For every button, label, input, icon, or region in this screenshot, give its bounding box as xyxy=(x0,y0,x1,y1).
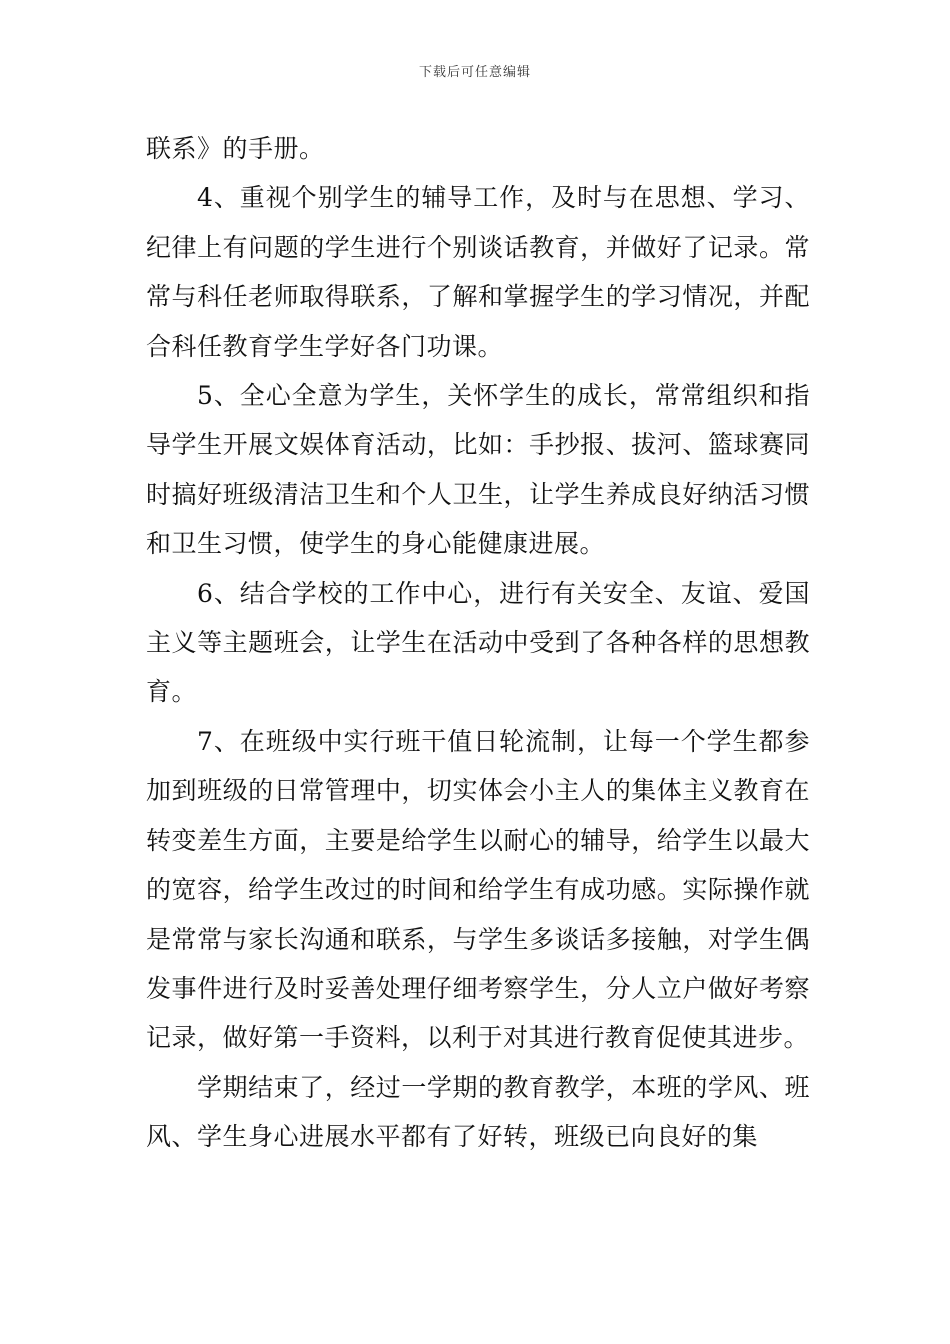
paragraph-continuation: 联系》的手册。 xyxy=(146,134,325,163)
paragraph-item-7: 7、在班级中实行班干值日轮流制，让每一个学生都参加到班级的日常管理中，切实体会小主人的集体主义教育在转变差生方面，主要是给学生以耐心的辅导，给学生以最大的宽容，给学生改过的时间和给学生有成功感。实际操作就是常常与家长沟通和联系，与学生多谈话多接触，对学生偶发事件进行及时妥善处理仔细考察学生，分人立户做好考察记录，做好第一手资料，以利于对其进行教育促使其进步。 xyxy=(146,726,810,1053)
page-header-note: 下载后可任意编辑 xyxy=(418,65,531,80)
paragraph-summary: 学期结束了，经过一学期的教育教学，本班的学风、班风、学生身心进展水平都有了好转，班级已向良好的集 xyxy=(146,1072,810,1152)
document-body xyxy=(146,124,810,1162)
paragraph-item-6: 6、结合学校的工作中心，进行有关安全、友谊、爱国主义等主题班会，让学生在活动中受到了各种各样的思想教育。 xyxy=(146,578,810,707)
paragraph-item-5: 5、全心全意为学生，关怀学生的成长，常常组织和指导学生开展文娱体育活动，比如：手抄报、拔河、篮球赛同时搞好班级清洁卫生和个人卫生，让学生养成良好纳活习惯和卫生习惯，使学生的身心能健康进展。 xyxy=(146,381,810,559)
paragraph-item-4: 4、重视个别学生的辅导工作，及时与在思想、学习、纪律上有问题的学生进行个别谈话教育，并做好了记录。常常与科任老师取得联系，了解和掌握学生的学习情况，并配合科任教育学生学好各门功课。 xyxy=(146,183,810,361)
